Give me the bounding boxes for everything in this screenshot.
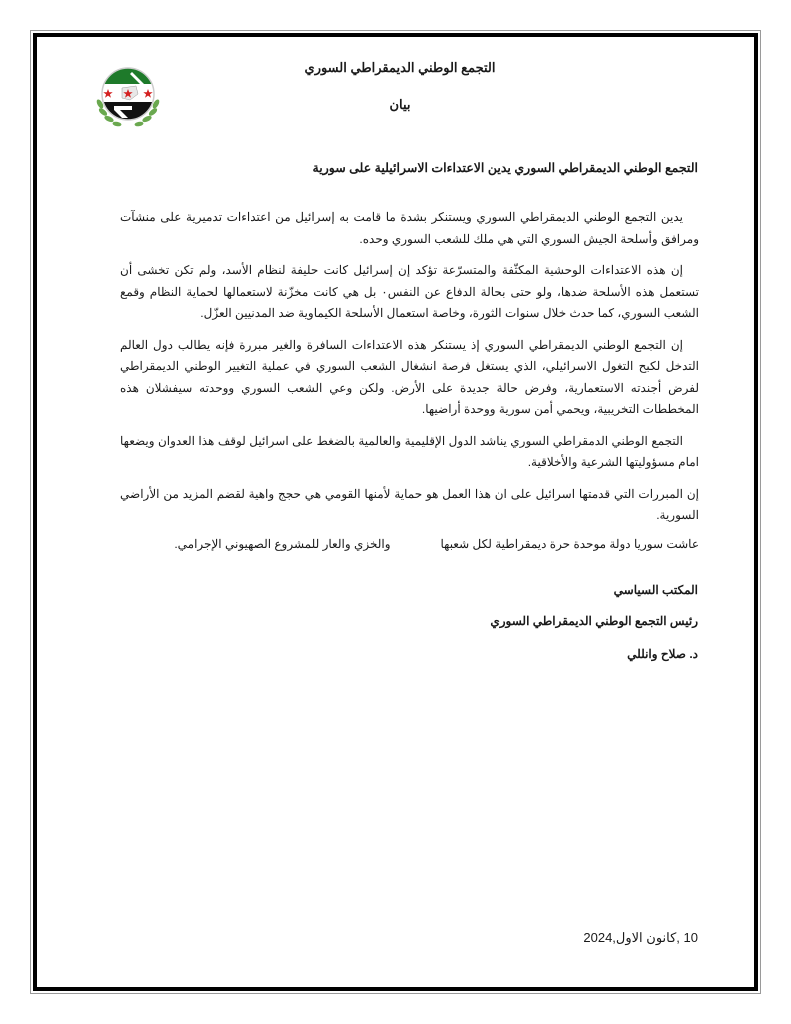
statement-headline: التجمع الوطني الديمقراطي السوري يدين الاعتداءات الاسرائيلية على سورية xyxy=(312,161,698,175)
statement-date: 10 ,كانون الاول,2024 xyxy=(583,930,698,945)
paragraph: التجمع الوطني الدمقراطي السوري يناشد الدول الإقليمية والعالمية بالضغط على اسرائيل لوقف هذا العدوان ويضعها امام مسؤوليتها الشرعية والأخلاقية. xyxy=(120,433,699,469)
closing-part-2: والخزي والعار للمشروع الصهيوني الإجرامي. xyxy=(174,536,391,551)
paragraph: إن هذه الاعتداءات الوحشية المكثّفة والمتسرّعة تؤكد إن إسرائيل كانت حليفة لنظام الأسد، ولم تكن تخشى أن تستعمل هذه الأسلحة ضدها، ولو حتى بحالة الدفاع عن النفس٠ بل هي كانت مخزّنة لاستعمالها لحماية النظام وقمع الشعب السوري، كما حدث خلال سنوات الثورة، وخاصة استعمال الأسلحة الكيماوية ضد المدنيين العزّل. xyxy=(120,263,699,320)
organization-logo-icon xyxy=(92,58,164,130)
closing-line xyxy=(120,534,699,556)
statement-body xyxy=(120,207,699,565)
organization-name: التجمع الوطني الديمقراطي السوري xyxy=(304,60,496,75)
document-type: بيان xyxy=(389,97,411,112)
paragraph: إن التجمع الوطني الديمقراطي السوري إذ يستنكر هذه الاعتداءات السافرة والغير مبررة فإنه يطالب دول العالم التدخل لكبح التغول الاسرائيلي، الذي يستغل فرصة انشغال الشعب السوري في عملية التغيير الوطني الديمقراطي لفرض أجندته الاستعمارية، وفرض حالة جديدة على الأرض. ولكن وعي الشعب السوري ووحدته سيفشلان هذه المخططات التخريبية، ويحمي أمن سورية ووحدة أراضيها. xyxy=(120,337,699,416)
closing-part-1: عاشت سوريا دولة موحدة حرة ديمقراطية لكل شعبها xyxy=(440,536,699,551)
signature-name: د. صلاح وانللي xyxy=(627,647,698,661)
signature-office: المكتب السياسي xyxy=(613,583,698,597)
signature-title: رئيس التجمع الوطني الديمقراطي السوري xyxy=(490,614,698,628)
paragraph: إن المبررات التي قدمتها اسرائيل على ان هذا العمل هو حماية لأمنها القومي هي حجج واهية لقضم المزيد من الأراضي السورية. xyxy=(120,486,699,522)
paragraph: يدين التجمع الوطني الديمقراطي السوري ويستنكر بشدة ما قامت به إسرائيل من اعتداءات تدميرية على منشآت ومرافق وأسلحة الجيش السوري التي هي ملك للشعب السوري وحده. xyxy=(120,210,699,246)
